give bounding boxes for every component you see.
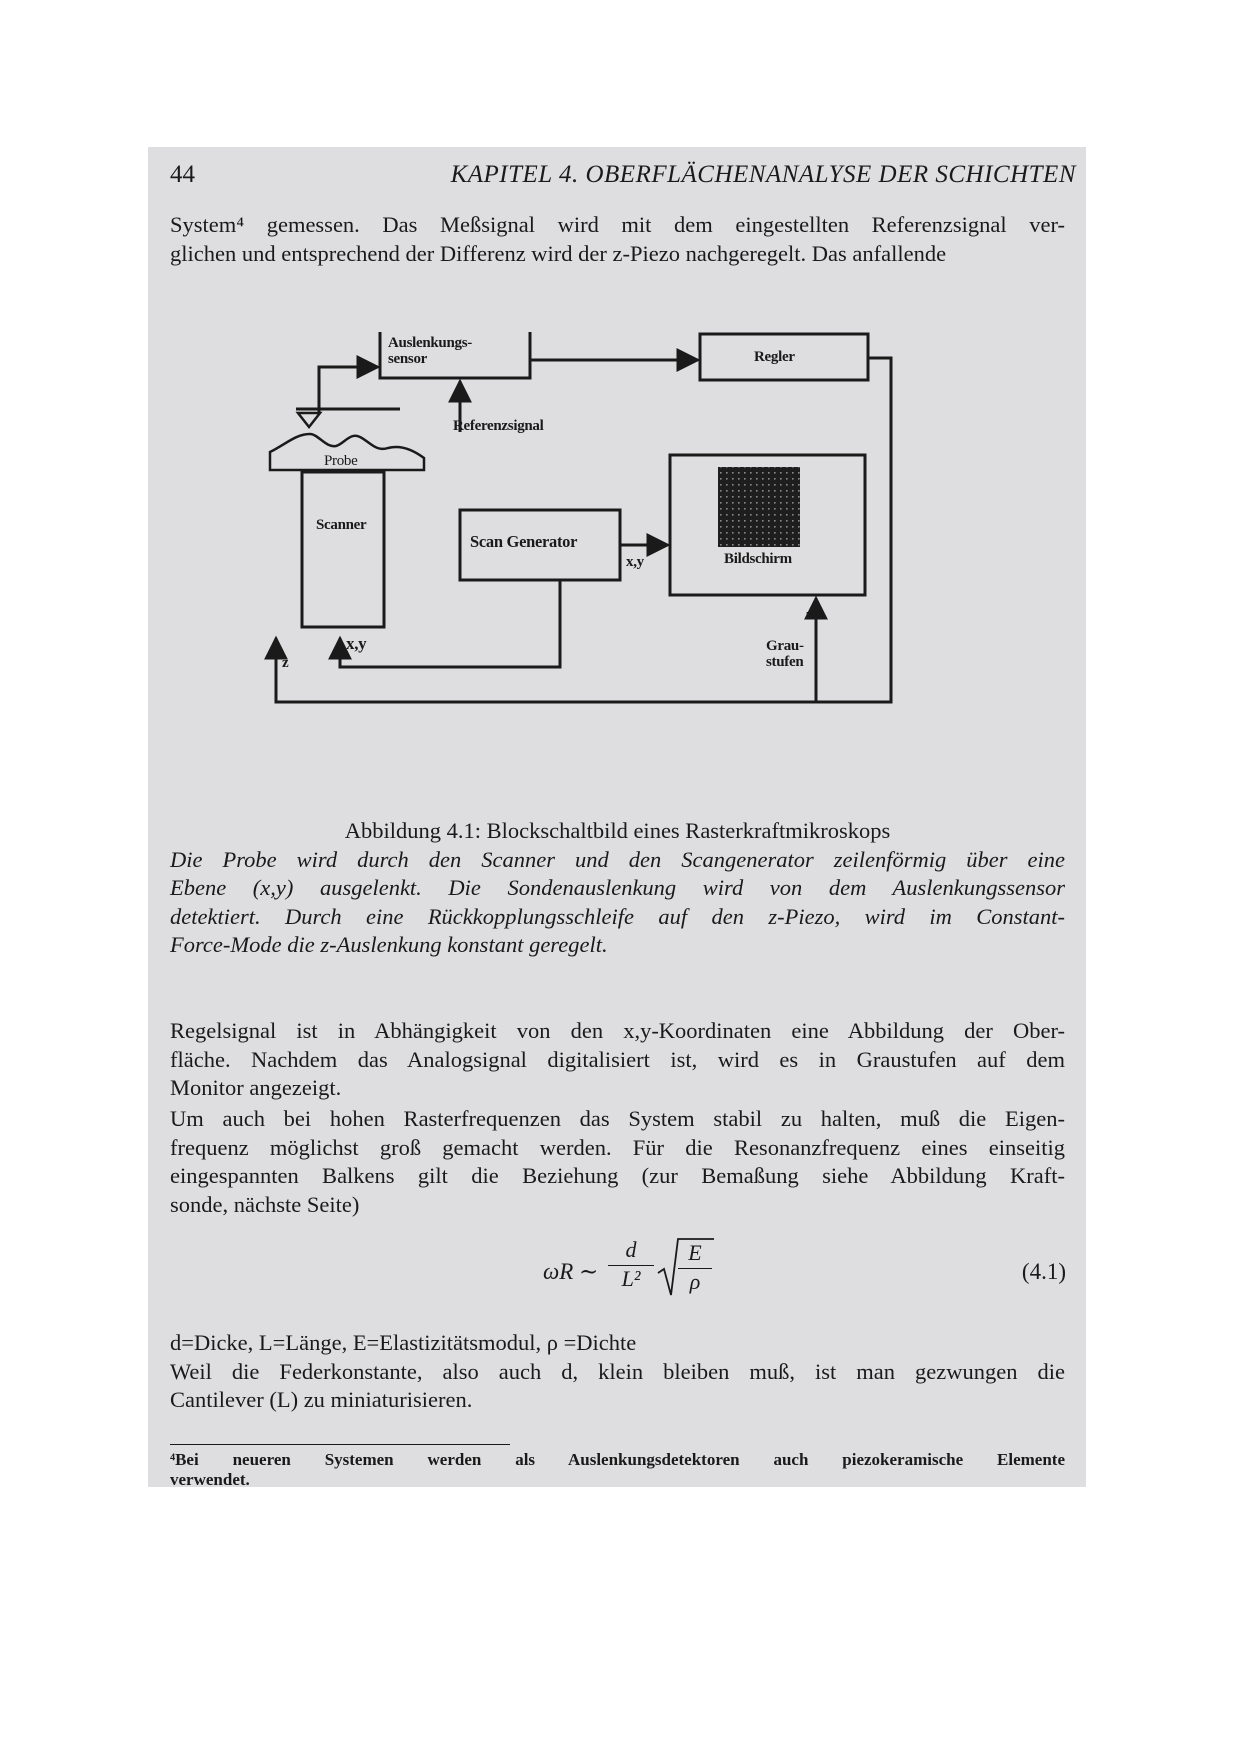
footnote bbox=[170, 1450, 1065, 1487]
figure-caption bbox=[170, 817, 1065, 960]
sqrt-numerator: E bbox=[688, 1240, 702, 1265]
text-line: sonde, nächste Seite) bbox=[170, 1191, 360, 1217]
xy-scan-line bbox=[340, 580, 560, 667]
text-line: Ebene (x,y) ausgelenkt. Die Sondenauslenkung wird von dem Auslenkungssensor bbox=[170, 875, 1065, 900]
grey-label: Grau- stufen bbox=[766, 638, 804, 670]
text-line: Um auch bei hohen Rasterfrequenzen das System stabil zu halten, muß die Eigen- bbox=[170, 1106, 1065, 1131]
text-line: fläche. Nachdem das Analogsignal digitalisiert ist, wird es in Graustufen auf dem bbox=[170, 1046, 1065, 1072]
text-line: Cantilever (L) zu miniaturisieren. bbox=[170, 1387, 473, 1412]
xy-label: x,y bbox=[626, 554, 644, 570]
text-line: glichen und entsprechend der Differenz wird der z-Piezo nachgeregelt. Das anfallende bbox=[170, 240, 947, 266]
screen-label: Bildschirm bbox=[724, 551, 792, 567]
equation-lhs: ωR ∼ bbox=[543, 1259, 599, 1284]
intro-paragraph bbox=[170, 211, 1065, 268]
equation-fraction bbox=[608, 1237, 654, 1294]
footnote-line: verwendet. bbox=[170, 1470, 250, 1487]
regler-label: Regler bbox=[754, 349, 795, 365]
equation-sqrt bbox=[656, 1237, 716, 1297]
variable-legend: d=Dicke, L=Länge, E=Elastizitätsmodul, ρ =Dichte bbox=[170, 1330, 637, 1355]
text-line: System⁴ gemessen. Das Meßsignal wird mit dem eingestellten Referenzsignal ver- bbox=[170, 212, 1065, 237]
body-paragraph-1 bbox=[170, 1017, 1065, 1103]
equation-4-1 bbox=[148, 1237, 1086, 1317]
z-bottom-label: z bbox=[282, 655, 289, 671]
text-line: frequenz möglichst groß gemacht werden. Für die Resonanzfrequenz eines einseitig bbox=[170, 1134, 1065, 1160]
page-header bbox=[170, 161, 1076, 197]
xy-bottom-label: x,y bbox=[346, 634, 367, 653]
text-line: Force-Mode die z-Auslenkung konstant geregelt. bbox=[170, 932, 608, 957]
text-line: Regelsignal ist in Abhängigkeit von den x,y-Koordinaten eine Abbildung der Ober- bbox=[170, 1018, 1065, 1043]
scan-generator-label: Scan Generator bbox=[470, 532, 578, 551]
scanner-label: Scanner bbox=[316, 517, 367, 533]
text-line: detektiert. Durch eine Rückkopplungsschleife auf den z-Piezo, wird im Constant- bbox=[170, 903, 1065, 929]
figure-description bbox=[170, 846, 1065, 960]
scanner-box bbox=[302, 472, 384, 627]
sqrt-fraction bbox=[678, 1240, 712, 1295]
text-line: eingespannten Balkens gilt die Beziehung (zur Bemaßung siehe Abbildung Kraft- bbox=[170, 1163, 1065, 1188]
equation-number: (4.1) bbox=[1021, 1259, 1066, 1284]
sensor-feed-line bbox=[319, 367, 378, 412]
fraction-denominator: L² bbox=[621, 1266, 641, 1291]
page-number: 44 bbox=[170, 161, 195, 188]
body-paragraph-2 bbox=[170, 1105, 1065, 1219]
z-screen-label: z bbox=[806, 607, 813, 623]
text-line: Monitor angezeigt. bbox=[170, 1075, 342, 1100]
footnote-line: ⁴Bei neueren Systemen werden als Auslenkungsdetektoren auch piezokeramische Elemente bbox=[170, 1450, 1065, 1469]
probe-label: Probe bbox=[324, 453, 358, 469]
tip-triangle bbox=[298, 413, 320, 427]
running-title: KAPITEL 4. OBERFLÄCHENANALYSE DER SCHICHTEN bbox=[450, 161, 1076, 188]
sqrt-denominator: ρ bbox=[689, 1269, 701, 1294]
variable-legend-paragraph bbox=[170, 1329, 1065, 1415]
figure-title: Abbildung 4.1: Blockschaltbild eines Rasterkraftmikroskops bbox=[344, 818, 891, 843]
image-on-screen bbox=[718, 467, 800, 547]
fraction-numerator: d bbox=[625, 1237, 637, 1262]
scanned-page bbox=[148, 147, 1086, 1487]
text-line: Die Probe wird durch den Scanner und den Scangenerator zeilenförmig über eine bbox=[170, 846, 1065, 872]
text-line: Weil die Federkonstante, also auch d, klein bleiben muß, ist man gezwungen die bbox=[170, 1358, 1065, 1384]
sensor-label: Auslenkungs- sensor bbox=[388, 335, 472, 367]
reference-label: Referenzsignal bbox=[453, 418, 544, 434]
footnote-rule bbox=[170, 1444, 510, 1445]
